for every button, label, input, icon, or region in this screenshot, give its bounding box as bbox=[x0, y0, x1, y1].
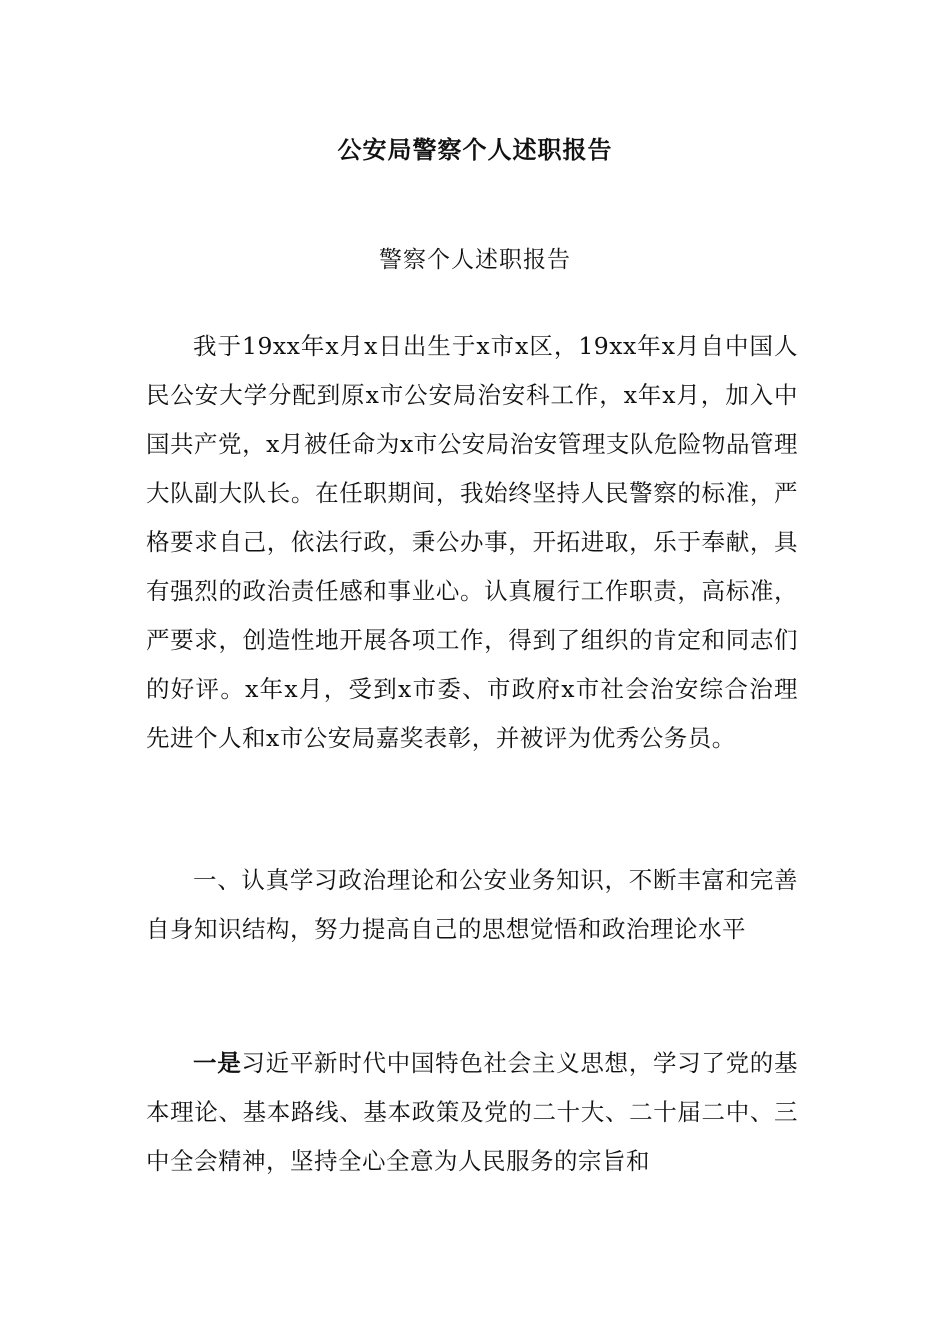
paragraph-point-one bbox=[146, 1039, 798, 1186]
document-subtitle: 警察个人述职报告 bbox=[379, 247, 571, 273]
document-title: 公安局警察个人述职报告 bbox=[337, 135, 613, 164]
paragraph-intro-text: 我于19xx年x月x日出生于x市x区，19xx年x月自中国人民公安大学分配到原x市公安局治安科工作，x年x月，加入中国共产党，x月被任命为x市公安局治安管理支队危险物品管理大队副大队长。在任职期间，我始终坚持人民警察的标准，严格要求自己，依法行政，秉公办事，开拓进取，乐于奉献，具有强烈的政治责任感和事业心。认真履行工作职责，高标准，严要求，创造性地开展各项工作，得到了组织的肯定和同志们的好评。x年x月，受到x市委、市政府x市社会治安综合治理先进个人和x市公安局嘉奖表彰，并被评为优秀公务员。 bbox=[146, 332, 798, 752]
paragraph-intro bbox=[146, 322, 798, 763]
paragraph-point-one-text: 习近平新时代中国特色社会主义思想，学习了党的基本理论、基本路线、基本政策及党的二十大、二十届二中、三中全会精神，坚持全心全意为人民服务的宗旨和 bbox=[146, 1049, 799, 1175]
section-heading-one bbox=[146, 856, 798, 954]
paragraph-point-one-lead: 一是 bbox=[193, 1049, 242, 1077]
section-heading-one-text: 一、认真学习政治理论和公安业务知识，不断丰富和完善自身知识结构，努力提高自己的思想觉悟和政治理论水平 bbox=[146, 866, 798, 943]
